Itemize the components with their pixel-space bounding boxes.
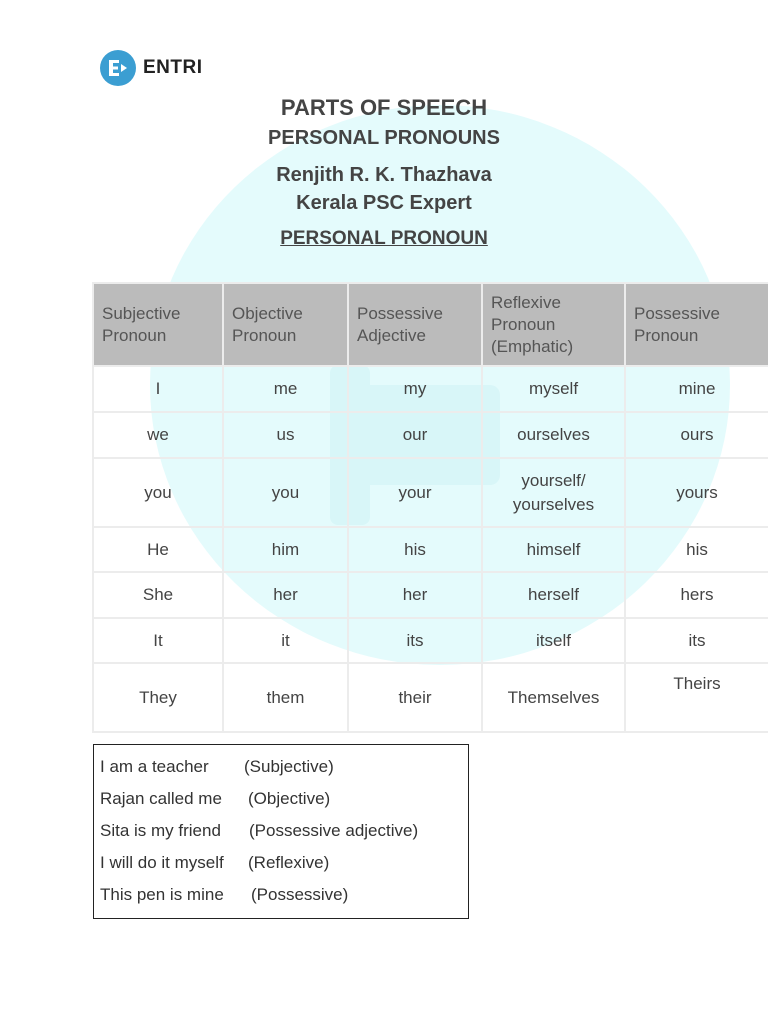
table-cell: its xyxy=(625,618,768,663)
table-header-row xyxy=(93,283,768,366)
table-cell: her xyxy=(348,572,482,618)
example-sentence: Sita is my friend xyxy=(100,821,221,840)
example-sentence: I am a teacher xyxy=(100,757,209,776)
table-cell: its xyxy=(348,618,482,663)
table-cell: me xyxy=(223,366,348,412)
table-cell: himself xyxy=(482,527,625,572)
table-cell: it xyxy=(223,618,348,663)
table-cell: myself xyxy=(482,366,625,412)
table-cell: ourselves xyxy=(482,412,625,458)
example-type: (Possessive adjective) xyxy=(249,821,419,840)
table-cell: them xyxy=(223,663,348,732)
table-cell: I xyxy=(93,366,223,412)
column-header-subjective: Subjective Pronoun xyxy=(93,283,223,366)
table-row xyxy=(93,412,768,458)
example-sentence: This pen is mine xyxy=(100,885,224,904)
table-cell: They xyxy=(93,663,223,732)
table-cell: She xyxy=(93,572,223,618)
table-cell: herself xyxy=(482,572,625,618)
column-header-possessive-pronoun: Possessive Pronoun xyxy=(625,283,768,366)
table-cell: my xyxy=(348,366,482,412)
pronoun-table xyxy=(92,282,768,733)
table-cell: mine xyxy=(625,366,768,412)
column-header-possessive-adjective: Possessive Adjective xyxy=(348,283,482,366)
table-cell: Theirs xyxy=(625,663,768,732)
table-row xyxy=(93,618,768,663)
table-cell: him xyxy=(223,527,348,572)
entri-logo-icon xyxy=(100,50,136,86)
table-cell: ours xyxy=(625,412,768,458)
example-row xyxy=(100,815,468,847)
example-row xyxy=(100,783,468,815)
author-role: Kerala PSC Expert xyxy=(296,192,472,214)
table-cell: her xyxy=(223,572,348,618)
author-name: Renjith R. K. Thazhava xyxy=(276,164,492,186)
table-cell: his xyxy=(348,527,482,572)
table-cell: hers xyxy=(625,572,768,618)
example-sentence: Rajan called me xyxy=(100,789,222,808)
example-type: (Objective) xyxy=(248,789,331,808)
table-cell: your xyxy=(348,458,482,527)
table-cell: you xyxy=(93,458,223,527)
table-cell: we xyxy=(93,412,223,458)
section-heading: PERSONAL PRONOUN xyxy=(280,228,488,249)
example-type: (Subjective) xyxy=(244,757,334,776)
brand-name: ENTRI xyxy=(143,57,203,78)
table-cell: It xyxy=(93,618,223,663)
table-row xyxy=(93,572,768,618)
example-sentence: I will do it myself xyxy=(100,853,224,872)
column-header-reflexive: Reflexive Pronoun (Emphatic) xyxy=(482,283,625,366)
example-type: (Reflexive) xyxy=(248,853,330,872)
table-cell: their xyxy=(348,663,482,732)
table-row xyxy=(93,663,768,732)
table-cell: He xyxy=(93,527,223,572)
table-cell: us xyxy=(223,412,348,458)
page-subtitle: PERSONAL PRONOUNS xyxy=(268,127,500,149)
table-cell: his xyxy=(625,527,768,572)
brand-logo xyxy=(100,50,203,86)
example-row xyxy=(100,751,468,783)
table-cell: you xyxy=(223,458,348,527)
table-cell: our xyxy=(348,412,482,458)
table-cell: yourself/ yourselves xyxy=(482,458,625,527)
table-cell: itself xyxy=(482,618,625,663)
table-cell: Themselves xyxy=(482,663,625,732)
table-cell: yours xyxy=(625,458,768,527)
table-row xyxy=(93,527,768,572)
example-row xyxy=(100,879,468,911)
table-row xyxy=(93,366,768,412)
examples-box xyxy=(93,744,469,919)
page-title: PARTS OF SPEECH xyxy=(280,95,488,120)
table-row xyxy=(93,458,768,527)
example-type: (Possessive) xyxy=(251,885,349,904)
example-row xyxy=(100,847,468,879)
column-header-objective: Objective Pronoun xyxy=(223,283,348,366)
